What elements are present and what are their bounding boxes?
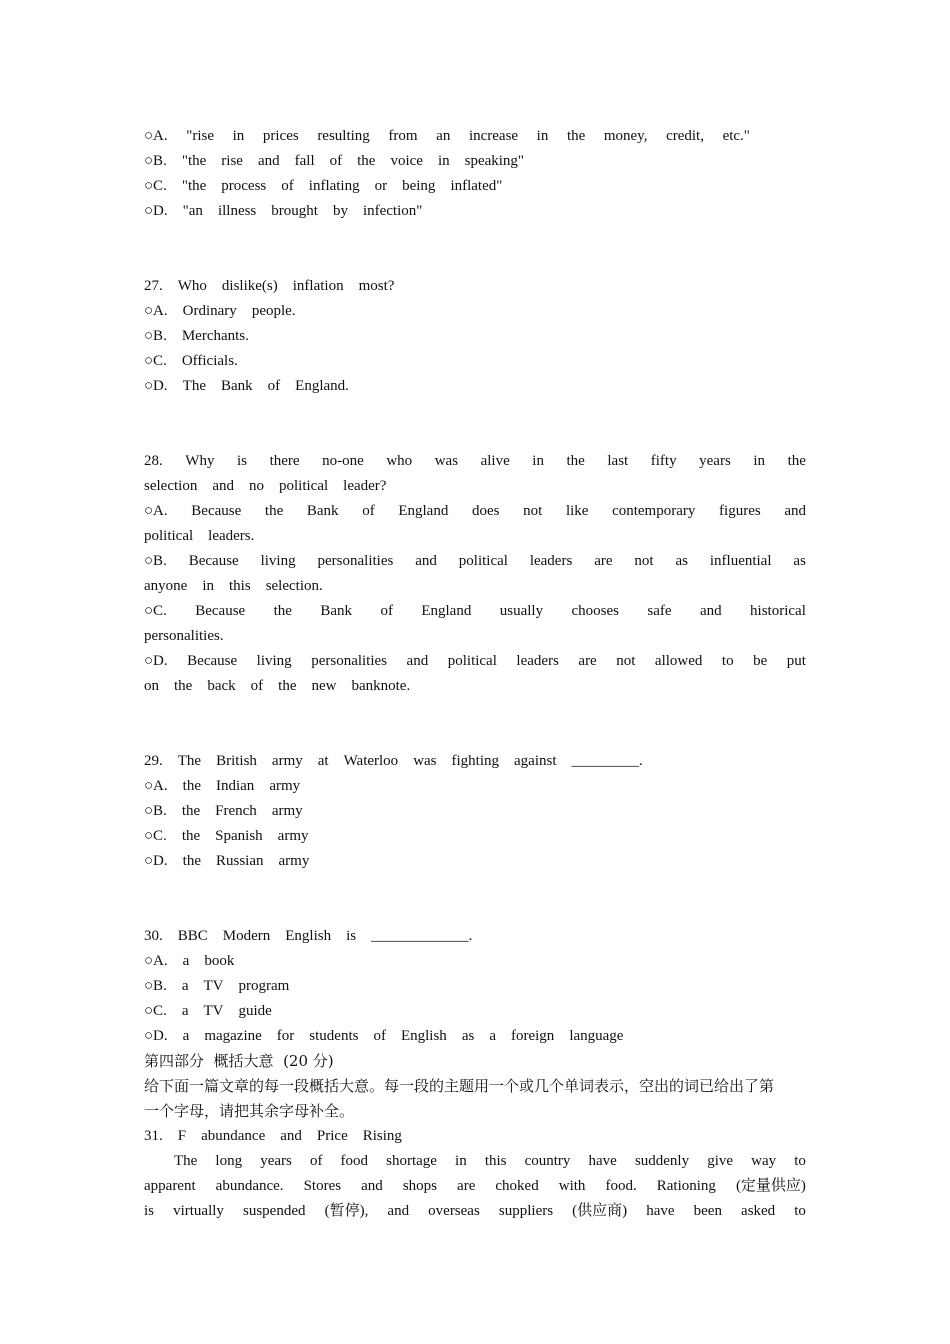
word: the — [182, 778, 201, 794]
word: ○C. — [144, 1003, 167, 1019]
word: Bank — [220, 378, 253, 394]
q28-option-a-line1[interactable] — [144, 499, 806, 524]
word: Spanish — [215, 828, 263, 844]
word: of — [250, 678, 264, 694]
word: 29. — [144, 753, 163, 769]
word: guide — [238, 1003, 272, 1019]
word: 27. — [144, 278, 163, 294]
q28-option-d-line2 — [144, 674, 806, 699]
word: food — [340, 1153, 369, 1169]
word: in — [753, 453, 766, 469]
word: Stores — [303, 1178, 342, 1194]
word: be — [753, 653, 768, 669]
word: BBC — [177, 928, 208, 944]
word: have — [588, 1153, 617, 1169]
word: voice — [390, 153, 423, 169]
word: have — [646, 1203, 675, 1219]
word: ○C. — [144, 178, 167, 194]
word: asked — [741, 1203, 776, 1219]
q28-option-c-line1[interactable] — [144, 599, 806, 624]
word: and — [387, 1203, 410, 1219]
word: and — [699, 603, 722, 619]
word: (定量供应) — [735, 1178, 806, 1194]
part-four-heading: 第四部分 概括大意 (20 分) — [144, 1052, 334, 1070]
q29-option-c[interactable] — [144, 824, 806, 849]
word: for — [276, 1028, 295, 1044]
word: choked — [495, 1178, 539, 1194]
word: a — [182, 953, 190, 969]
word: is — [237, 453, 248, 469]
word: country — [524, 1153, 571, 1169]
word: (供应商) — [572, 1203, 628, 1219]
word: figures — [719, 503, 761, 519]
word: the — [278, 678, 297, 694]
q30-option-d[interactable] — [144, 1024, 806, 1049]
q27-option-b[interactable] — [144, 324, 806, 349]
word: TV — [203, 1003, 224, 1019]
word: "the — [181, 153, 207, 169]
word: ○D. — [144, 653, 168, 669]
word: of — [329, 153, 343, 169]
word: alive — [480, 453, 510, 469]
word: suddenly — [634, 1153, 690, 1169]
word: Indian — [215, 778, 255, 794]
word: F — [177, 1128, 187, 1144]
word: in — [202, 578, 214, 594]
word: "an — [182, 203, 203, 219]
word: a — [181, 978, 189, 994]
question-30 — [144, 924, 806, 1049]
word: an — [436, 128, 451, 144]
word: ○B. — [144, 328, 167, 344]
word: are — [578, 653, 597, 669]
word: long — [215, 1153, 243, 1169]
word: British — [216, 753, 257, 769]
question-28-text-line1 — [144, 449, 806, 474]
question-27-text — [144, 274, 806, 299]
word: selection — [144, 478, 198, 494]
q30-option-b[interactable] — [144, 974, 806, 999]
word: no — [249, 478, 264, 494]
word: army — [278, 853, 310, 869]
word: English — [400, 1028, 447, 1044]
q27-option-d[interactable] — [144, 374, 806, 399]
q26-option-d[interactable] — [144, 199, 806, 224]
word: to — [794, 1203, 806, 1219]
q31-paragraph-line3 — [144, 1199, 806, 1224]
word: ○C. — [144, 353, 167, 369]
word: apparent — [144, 1178, 196, 1194]
word: credit, — [666, 128, 704, 144]
word: "the — [181, 178, 207, 194]
word: influential — [709, 553, 772, 569]
q26-option-c[interactable] — [144, 174, 806, 199]
word: money, — [603, 128, 648, 144]
word: students — [309, 1028, 359, 1044]
word: resulting — [317, 128, 370, 144]
word: personalities. — [144, 628, 224, 644]
word: _____________. — [371, 928, 473, 944]
word: Who — [177, 278, 207, 294]
word: like — [565, 503, 589, 519]
word: leader? — [343, 478, 387, 494]
word: as — [793, 553, 806, 569]
exam-page — [144, 124, 806, 1224]
word: Rising — [362, 1128, 402, 1144]
word: England — [421, 603, 472, 619]
word: Merchants. — [181, 328, 249, 344]
word: in — [532, 453, 544, 469]
word: the — [182, 853, 201, 869]
word: by — [332, 203, 348, 219]
word: usually — [499, 603, 544, 619]
word: Rationing — [656, 1178, 716, 1194]
word: dislike(s) — [221, 278, 278, 294]
q27-option-c[interactable] — [144, 349, 806, 374]
word: the — [787, 453, 806, 469]
word: give — [707, 1153, 734, 1169]
word: rise — [221, 153, 243, 169]
word: Because — [188, 553, 239, 569]
word: ○D. — [144, 378, 168, 394]
word: The — [177, 753, 202, 769]
question-27 — [144, 274, 806, 399]
question-29 — [144, 749, 806, 874]
word: living — [260, 553, 296, 569]
word: the — [357, 153, 376, 169]
question-31-heading — [144, 1124, 806, 1149]
question-28 — [144, 449, 806, 699]
word: in — [232, 128, 245, 144]
question-30-text — [144, 924, 806, 949]
word: Bank — [320, 603, 353, 619]
word: put — [786, 653, 806, 669]
word: army — [269, 778, 301, 794]
word: and — [406, 653, 429, 669]
word: TV — [203, 978, 224, 994]
word: ○A. — [144, 778, 168, 794]
word: there — [269, 453, 300, 469]
word: in — [437, 153, 450, 169]
word: and — [361, 1178, 383, 1194]
word: last — [607, 453, 629, 469]
word: England — [398, 503, 449, 519]
word: leaders. — [208, 528, 255, 544]
question-31 — [144, 1124, 806, 1224]
word: (暂停), — [324, 1203, 369, 1219]
word: political — [458, 553, 508, 569]
word: ○A. — [144, 303, 168, 319]
q29-option-a[interactable] — [144, 774, 806, 799]
word: 28. — [144, 453, 163, 469]
word: speaking" — [464, 153, 525, 169]
word: and — [784, 503, 806, 519]
word: ○A. — [144, 953, 168, 969]
word: of — [362, 503, 375, 519]
word: the — [566, 128, 586, 144]
word: at — [317, 753, 329, 769]
word: inflation — [292, 278, 344, 294]
word: the — [181, 828, 201, 844]
word: was — [413, 753, 437, 769]
word: is — [346, 928, 357, 944]
word: ○D. — [144, 203, 168, 219]
word: abundance — [201, 1128, 266, 1144]
word: army — [271, 753, 303, 769]
part-four-instruction-line2: 一个字母，请把其余字母补全。 — [144, 1102, 355, 1120]
word: and — [212, 478, 234, 494]
word: "rise — [186, 128, 215, 144]
word: being — [402, 178, 436, 194]
word: years — [260, 1153, 292, 1169]
word: inflating — [308, 178, 360, 194]
q29-option-b[interactable] — [144, 799, 806, 824]
word: etc." — [722, 128, 750, 144]
word: prices — [262, 128, 299, 144]
word: suppliers — [498, 1203, 554, 1219]
word: from — [388, 128, 418, 144]
word: ○A. — [144, 128, 168, 144]
word: program — [238, 978, 290, 994]
q31-paragraph-line1 — [144, 1149, 806, 1174]
question-29-text — [144, 749, 806, 774]
word: personalities — [317, 553, 394, 569]
word: Because — [191, 503, 242, 519]
word: with — [558, 1178, 586, 1194]
word: magazine — [204, 1028, 262, 1044]
word: ○B. — [144, 803, 167, 819]
word: ○B. — [144, 153, 167, 169]
word: fall — [294, 153, 315, 169]
word: Because — [195, 603, 246, 619]
word: this — [229, 578, 251, 594]
word: not — [523, 503, 543, 519]
word: most? — [358, 278, 395, 294]
word: and — [280, 1128, 302, 1144]
q28-option-d-line1[interactable] — [144, 649, 806, 674]
word: infection" — [362, 203, 423, 219]
q28-option-c-line2 — [144, 624, 806, 649]
word: ○B. — [144, 978, 167, 994]
word: The — [182, 378, 206, 394]
word: against — [514, 753, 557, 769]
word: Bank — [306, 503, 339, 519]
word: ○D. — [144, 853, 168, 869]
word: was — [434, 453, 459, 469]
word: Ordinary — [182, 303, 237, 319]
word: ○B. — [144, 553, 167, 569]
q26-option-a[interactable] — [144, 124, 750, 149]
word: to — [721, 653, 734, 669]
word: army — [271, 803, 303, 819]
word: in — [455, 1153, 467, 1169]
word: a — [181, 1003, 189, 1019]
word: England. — [295, 378, 349, 394]
word: process — [221, 178, 267, 194]
word: illness — [217, 203, 257, 219]
word: as — [461, 1028, 475, 1044]
word: shops — [402, 1178, 438, 1194]
word: not — [616, 653, 636, 669]
word: are — [457, 1178, 476, 1194]
word: is — [144, 1203, 155, 1219]
word: living — [256, 653, 292, 669]
word: the — [273, 603, 292, 619]
word: does — [471, 503, 500, 519]
part-four-instruction-line1: 给下面一篇文章的每一段概括大意。每一段的主题用一个或几个单词表示，空出的词已给出了第 — [144, 1077, 775, 1095]
word: and — [415, 553, 437, 569]
word: anyone — [144, 578, 188, 594]
word: Modern — [222, 928, 271, 944]
word: who — [386, 453, 413, 469]
word: this — [484, 1153, 507, 1169]
word: fighting — [451, 753, 500, 769]
word: Price — [316, 1128, 348, 1144]
word: political — [279, 478, 329, 494]
word: of — [267, 378, 281, 394]
q26-option-b[interactable] — [144, 149, 806, 174]
word: a — [182, 1028, 190, 1044]
word: brought — [271, 203, 318, 219]
q31-paragraph-line2 — [144, 1174, 806, 1199]
word: banknote. — [351, 678, 411, 694]
word: of — [281, 178, 294, 194]
word: ○C. — [144, 603, 167, 619]
word: abundance. — [215, 1178, 284, 1194]
q30-option-c[interactable] — [144, 999, 806, 1024]
word: historical — [750, 603, 806, 619]
word: Russian — [215, 853, 264, 869]
word: a — [489, 1028, 496, 1044]
word: the — [181, 803, 201, 819]
word: fifty — [650, 453, 677, 469]
word: ○A. — [144, 503, 168, 519]
word: the — [174, 678, 193, 694]
word: chooses — [571, 603, 619, 619]
word: virtually — [173, 1203, 224, 1219]
word: _________. — [571, 753, 643, 769]
word: Why — [185, 453, 215, 469]
word: in — [536, 128, 549, 144]
word: leaders — [516, 653, 559, 669]
word: 31. — [144, 1128, 163, 1144]
word: inflated" — [450, 178, 503, 194]
word: 30. — [144, 928, 163, 944]
word: contemporary — [612, 503, 696, 519]
word: book — [204, 953, 235, 969]
word: Because — [187, 653, 238, 669]
question-28-text-line2 — [144, 474, 806, 499]
word: no-one — [322, 453, 364, 469]
word: French — [215, 803, 257, 819]
word: allowed — [654, 653, 703, 669]
word: Officials. — [181, 353, 238, 369]
word: of — [380, 603, 393, 619]
word: overseas — [428, 1203, 480, 1219]
word: Waterloo — [343, 753, 399, 769]
word: food. — [605, 1178, 637, 1194]
word: selection. — [265, 578, 323, 594]
q28-option-b-line1[interactable] — [144, 549, 806, 574]
word: safe — [647, 603, 672, 619]
word: shortage — [386, 1153, 437, 1169]
part-four — [144, 1049, 806, 1124]
word: increase — [468, 128, 519, 144]
word: on — [144, 678, 159, 694]
q29-option-d[interactable] — [144, 849, 806, 874]
word: to — [794, 1153, 806, 1169]
word: personalities — [311, 653, 388, 669]
word: new — [311, 678, 337, 694]
word: the — [566, 453, 585, 469]
word: language — [569, 1028, 624, 1044]
word: English — [285, 928, 332, 944]
word: years — [699, 453, 731, 469]
word: ○D. — [144, 1028, 168, 1044]
word: leaders — [529, 553, 573, 569]
word: political — [447, 653, 497, 669]
word: people. — [251, 303, 296, 319]
q30-option-a[interactable] — [144, 949, 806, 974]
word: of — [373, 1028, 386, 1044]
word: of — [309, 1153, 323, 1169]
q26-options — [144, 124, 806, 224]
q28-option-b-line2 — [144, 574, 806, 599]
word: suspended — [243, 1203, 306, 1219]
word: army — [277, 828, 309, 844]
word: been — [693, 1203, 722, 1219]
q28-option-a-line2 — [144, 524, 806, 549]
word: and — [257, 153, 280, 169]
word: The — [174, 1153, 198, 1169]
word: political — [144, 528, 194, 544]
word: back — [207, 678, 236, 694]
word: way — [751, 1153, 777, 1169]
word: or — [374, 178, 388, 194]
word: the — [264, 503, 284, 519]
word: foreign — [510, 1028, 555, 1044]
word: not — [634, 553, 654, 569]
q27-option-a[interactable] — [144, 299, 806, 324]
word: ○C. — [144, 828, 167, 844]
word: are — [594, 553, 613, 569]
word: as — [675, 553, 688, 569]
